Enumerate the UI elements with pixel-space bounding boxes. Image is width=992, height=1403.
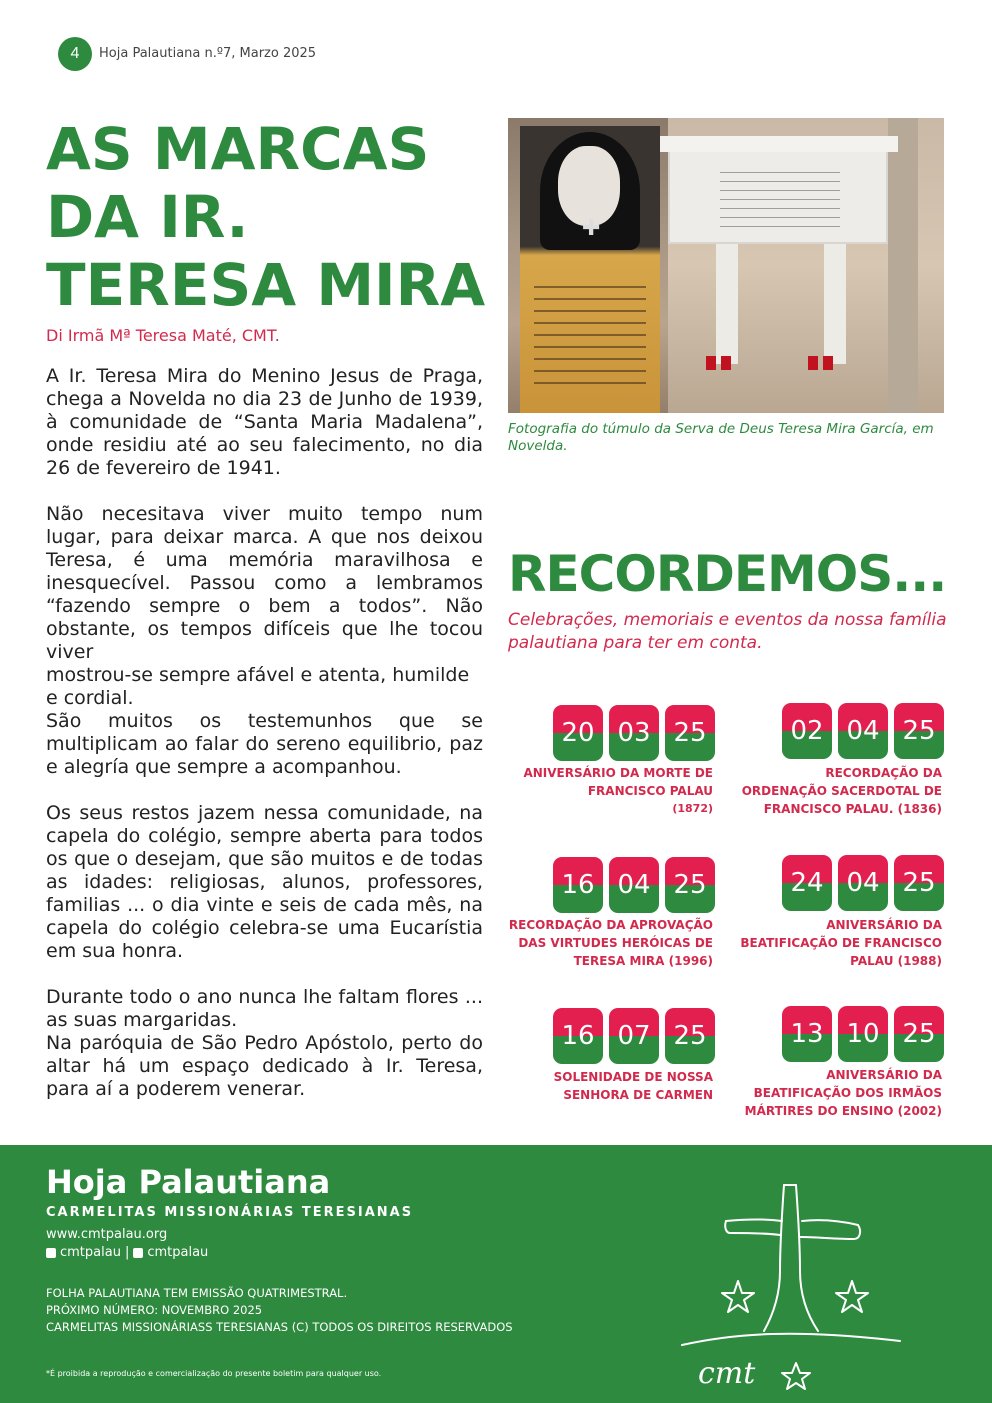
event-label-line: SENHORA DE CARMEN bbox=[563, 1088, 713, 1102]
event-label-line: MÁRTIRES DO ENSINO (2002) bbox=[744, 1104, 942, 1118]
event-label-line: FRANCISCO PALAU bbox=[587, 784, 713, 798]
cross-icon: ✚ bbox=[582, 216, 601, 241]
event-label bbox=[702, 764, 942, 818]
event-date bbox=[782, 1006, 944, 1062]
event-label-line: RECORDAÇÃO DA bbox=[825, 766, 942, 780]
footer-title: Hoja Palautiana bbox=[46, 1163, 331, 1201]
footer bbox=[0, 1145, 992, 1403]
tomb-photo bbox=[508, 118, 944, 413]
social-separator: | bbox=[124, 1245, 130, 1260]
event-label-line: ORDENAÇÃO SACERDOTAL DE bbox=[741, 784, 942, 798]
paragraph: Durante todo o ano nunca lhe faltam flores ... as suas margaridas. bbox=[46, 986, 483, 1031]
event-label bbox=[473, 916, 713, 970]
article-title bbox=[46, 115, 496, 319]
article-body bbox=[46, 365, 483, 1101]
event-label-line: ANIVERSÁRIO DA bbox=[826, 918, 942, 932]
date-day: 20 bbox=[553, 705, 603, 761]
event-label bbox=[702, 916, 942, 970]
footer-note: PRÓXIMO NÚMERO: NOVEMBRO 2025 bbox=[46, 1303, 263, 1317]
paragraph: A Ir. Teresa Mira do Menino Jesus de Praga, chega a Novelda no dia 23 de Junho de 1939, à comunidade de “Santa Maria Madalena”, onde residiu até ao seu falecimento, no dia 26 de fevereiro de 1941. bbox=[46, 365, 483, 479]
event-label-line: TERESA MIRA (1996) bbox=[573, 954, 713, 968]
event-label bbox=[473, 764, 713, 818]
page-number: 4 bbox=[70, 45, 80, 62]
paragraph: mostrou-se sempre afável e atenta, humilde e cordial. bbox=[46, 664, 470, 709]
event-label-line: SOLENIDADE DE NOSSA bbox=[553, 1070, 713, 1084]
portrait-banner bbox=[520, 126, 660, 413]
recordemos-subtitle: Celebrações, memoriais e eventos da nossa família palautiana para ter em conta. bbox=[508, 610, 947, 653]
event-label-line: ANIVERSÁRIO DA bbox=[826, 1068, 942, 1082]
date-month: 04 bbox=[609, 857, 659, 913]
photo-caption: Fotografia do túmulo da Serva de Deus Teresa Mira García, em Novelda. bbox=[508, 421, 934, 454]
date-month: 07 bbox=[609, 1008, 659, 1064]
twitter-icon[interactable] bbox=[46, 1248, 56, 1258]
event-date bbox=[782, 855, 944, 911]
event-date bbox=[553, 1008, 715, 1064]
date-year: 25 bbox=[665, 1008, 715, 1064]
event-label-line: PALAU (1988) bbox=[850, 954, 942, 968]
date-year: 25 bbox=[894, 1006, 944, 1062]
paragraph: São muitos os testemunhos que se multiplicam ao falar do sereno equilibrio, paz e alegría que sempre a acompanhou. bbox=[46, 710, 483, 778]
paragraph: Os seus restos jazem nessa comunidade, na capela do colégio, sempre aberta para todos os que o desejam, que são muitos e de todas as idades: religiosas, alunos, professores, familias ... o dia vinte e seis de cada mês, na capela do colégio celebra-se uma Eucarístia em sua honra. bbox=[46, 802, 483, 962]
date-month: 03 bbox=[609, 705, 659, 761]
running-head: Hoja Palautiana n.º7, Marzo 2025 bbox=[99, 46, 317, 61]
event-label-line: ANIVERSÁRIO DA MORTE DE bbox=[523, 766, 713, 780]
title-line: TERESA MIRA bbox=[46, 251, 486, 319]
date-day: 16 bbox=[553, 1008, 603, 1064]
event-label-line: BEATIFICAÇÃO DOS IRMÃOS bbox=[753, 1086, 942, 1100]
event-label bbox=[473, 1068, 713, 1104]
event-label-line: (1872) bbox=[672, 802, 713, 815]
date-month: 10 bbox=[838, 1006, 888, 1062]
date-day: 16 bbox=[553, 857, 603, 913]
event-date bbox=[553, 705, 715, 761]
recordemos-title: RECORDEMOS... bbox=[508, 545, 947, 603]
date-year: 25 bbox=[665, 705, 715, 761]
paragraph: Não necesitava viver muito tempo num lugar, para deixar marca. A que nos deixou Teresa, é uma memória maravilhosa e inesquecível. Passou como a lembramos “fazendo sempre o bem a todos”. Não obstante, os tempos difíceis que lhe tocou viver bbox=[46, 503, 483, 663]
facebook-icon[interactable] bbox=[133, 1248, 143, 1258]
date-year: 25 bbox=[894, 855, 944, 911]
date-day: 02 bbox=[782, 703, 832, 759]
title-line: AS MARCAS bbox=[46, 115, 430, 183]
footer-note: FOLHA PALAUTIANA TEM EMISSÃO QUATRIMESTRAL. bbox=[46, 1286, 348, 1300]
tomb bbox=[668, 148, 888, 244]
date-month: 04 bbox=[838, 855, 888, 911]
event-label-line: DAS VIRTUDES HERÓICAS DE bbox=[518, 936, 713, 950]
logo-text: cmt bbox=[698, 1356, 756, 1391]
title-line: DA IR. bbox=[46, 183, 249, 251]
social-handle[interactable]: cmtpalau bbox=[147, 1245, 209, 1260]
page-number-badge bbox=[58, 37, 92, 71]
date-year: 25 bbox=[894, 703, 944, 759]
event-date bbox=[553, 857, 715, 913]
article-byline: Di Irmã Mª Teresa Maté, CMT. bbox=[46, 326, 280, 345]
footer-social bbox=[46, 1245, 208, 1260]
date-year: 25 bbox=[665, 857, 715, 913]
footer-website-link[interactable]: www.cmtpalau.org bbox=[46, 1227, 168, 1242]
footer-note: CARMELITAS MISSIONÁRIASS TERESIANAS (C) TODOS OS DIREITOS RESERVADOS bbox=[46, 1320, 513, 1334]
footer-org: CARMELITAS MISSIONÁRIAS TERESIANAS bbox=[46, 1205, 414, 1220]
footer-notes bbox=[46, 1285, 513, 1336]
event-label-line: BEATIFICAÇÃO DE FRANCISCO bbox=[740, 936, 942, 950]
event-date bbox=[782, 703, 944, 759]
date-month: 04 bbox=[838, 703, 888, 759]
social-handle[interactable]: cmtpalau bbox=[60, 1245, 121, 1260]
event-label-line: RECORDAÇÃO DA APROVAÇÃO bbox=[508, 918, 713, 932]
paragraph: Na paróquia de São Pedro Apóstolo, perto do altar há um espaço dedicado à Ir. Teresa, para aí a poderem venerar. bbox=[46, 1032, 483, 1100]
date-day: 24 bbox=[782, 855, 832, 911]
event-label bbox=[702, 1066, 942, 1120]
footer-legal: *É proibida a reprodução e comercialização do presente boletim para qualquer uso. bbox=[46, 1369, 382, 1378]
event-label-line: FRANCISCO PALAU. (1836) bbox=[763, 802, 942, 816]
date-day: 13 bbox=[782, 1006, 832, 1062]
cmt-logo-icon bbox=[676, 1173, 906, 1395]
